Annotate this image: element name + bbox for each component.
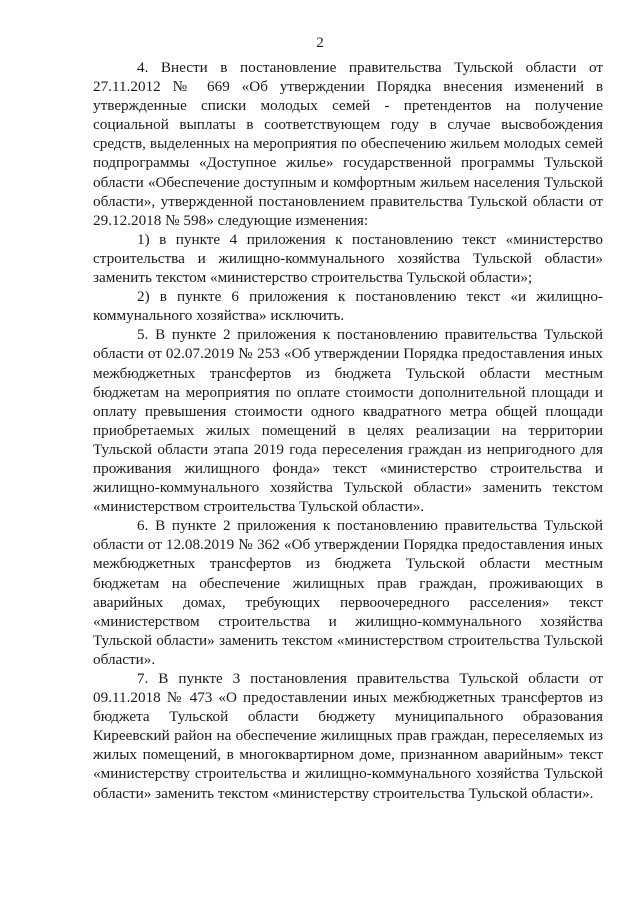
paragraph-item-7: 7. В пункте 3 постановления правительства Тульской области от 09.11.2018 № 473 «О предоставлении иных межбюджетных трансфертов из бюджета Тульской области бюджету муниципального образования Киреевский район на обеспечение жилищных прав граждан, переселяемых из жилых помещений, в многоквартирном доме, признанном аварийным» текст «министерству строительства и жилищно-коммунального хозяйства Тульской области» заменить текстом «министерству строительства Тульской области». — [93, 670, 603, 802]
paragraph-item-6: 6. В пункте 2 приложения к постановлению правительства Тульской области от 12.08.2019 № 362 «Об утверждении Порядка предоставления иных межбюджетных трансфертов из бюджета Тульской области местным бюджетам на обеспечение жилищных прав граждан, проживающих в аварийных домах, требующих первоочередного расселения» текст «министерством строительства и жилищно-коммунального хозяйства Тульской области» заменить текстом «министерством строительства Тульской области». — [93, 517, 603, 668]
document-body — [93, 58, 603, 803]
page-number: 2 — [316, 35, 324, 51]
paragraph-subitem-1: 1) в пункте 4 приложения к постановлению текст «министерство строительства и жилищно-коммунального хозяйства Тульской области» заменить текстом «министерство строительства Тульской области»; — [93, 230, 603, 287]
paragraph-subitem-2: 2) в пункте 6 приложения к постановлению текст «и жилищно-коммунального хозяйства» исключить. — [93, 288, 603, 325]
paragraph-item-5: 5. В пункте 2 приложения к постановлению правительства Тульской области от 02.07.2019 № 253 «Об утверждении Порядка предоставления иных межбюджетных трансфертов из бюджета Тульской области местным бюджетам на мероприятия по оплате стоимости дополнительной площади и оплату превышения стоимости одного квадратного метра общей площади приобретаемых жилых помещений в целях реализации на территории Тульской области этапа 2019 года переселения граждан из непригодного для проживания жилищного фонда» текст «министерство строительства и жилищно-коммунального хозяйства Тульской области» заменить текстом «министерством строительства Тульской области». — [93, 326, 603, 516]
paragraph-item-4: 4. Внести в постановление правительства Тульской области от 27.11.2012 № 669 «Об утверждении Порядка внесения изменений в утвержденные списки молодых семей - претендентов на получение социальной выплаты в соответствующем году в случае высвобождения средств, выделенных на мероприятия по обеспечению жильем молодых семей подпрограммы «Доступное жилье» государственной программы Тульской области «Обеспечение доступным и комфортным жильем населения Тульской области», утвержденной постановлением правительства Тульской области от 29.12.2018 № 598» следующие изменения: — [93, 59, 603, 229]
